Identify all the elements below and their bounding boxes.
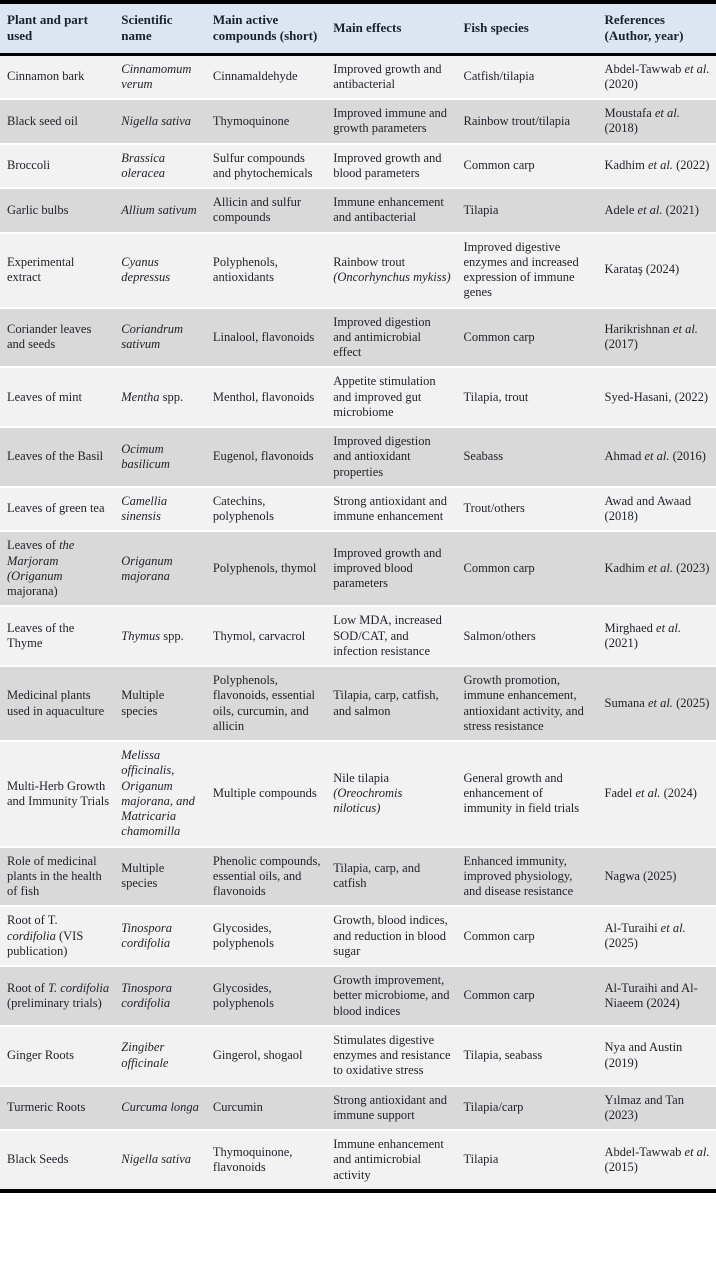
table-cell: Broccoli <box>7 158 51 173</box>
table-row <box>0 666 716 741</box>
table-cell: Yılmaz and Tan (2023) <box>604 1092 684 1122</box>
table-cell: Salmon/others <box>463 628 536 643</box>
table-cell: Catfish/tilapia <box>463 69 535 84</box>
table-cell: Leaves of mint <box>7 389 82 404</box>
table-cell: Multiple species <box>121 861 165 891</box>
table-cell: Tilapia/carp <box>463 1100 524 1115</box>
table-cell: Curcumin <box>212 1100 263 1115</box>
table-cell: Cinnamomum verum <box>121 61 192 91</box>
table-cell: General growth and enhancement of immunity in field trials <box>463 770 580 816</box>
table-cell: Common carp <box>463 988 535 1003</box>
table-cell: Phenolic compounds, essential oils, and flavonoids <box>212 853 321 898</box>
table-cell: Fadel et al. (2024) <box>604 786 697 801</box>
table-cell: Glycosides, polyphenols <box>212 980 275 1010</box>
table-cell: Common carp <box>463 561 535 576</box>
table-cell: Thymoquinone <box>212 113 290 128</box>
table-cell: Immune enhancement and antibacterial <box>333 195 444 225</box>
table-cell: Glycosides, polyphenols <box>212 920 275 951</box>
table-cell: Role of medicinal plants in the health of fish <box>7 853 102 898</box>
table-cell: Appetite stimulation and improved gut microbiome <box>333 374 436 419</box>
table-cell: Thymus spp. <box>121 628 184 643</box>
table-cell: Leaves of the Thyme <box>7 620 75 651</box>
table-cell: Abdel-Tawwab et al. (2020) <box>604 61 710 91</box>
table-cell: Improved digestion and antimicrobial effect <box>333 314 431 359</box>
table-cell: Camellia sinensis <box>121 493 168 523</box>
table-cell: Tilapia, carp, catfish, and salmon <box>333 688 439 718</box>
table-cell: Gingerol, shogaol <box>212 1048 303 1062</box>
table-cell: Common carp <box>463 329 535 344</box>
column-header: References (Author, year) <box>599 4 716 54</box>
table-cell: Origanum majorana <box>121 553 173 583</box>
table-row <box>0 99 716 144</box>
table-cell: Mentha spp. <box>121 389 184 404</box>
table-cell: Root of T. cordifolia (VIS publication) <box>7 913 84 958</box>
table-cell: Sumana et al. (2025) <box>604 695 710 710</box>
table-row <box>0 188 716 233</box>
table-cell: Nagwa (2025) <box>604 868 677 883</box>
column-header: Plant and part used <box>0 4 115 54</box>
table-cell: Improved immune and growth parameters <box>333 106 448 136</box>
table-cell: Improved digestion and antioxidant properties <box>333 434 431 479</box>
table-cell: Medicinal plants used in aquaculture <box>7 688 105 718</box>
table-row <box>0 233 716 308</box>
table-row <box>0 606 716 666</box>
table-row <box>0 144 716 189</box>
table-cell: Black seed oil <box>7 113 78 128</box>
table-cell: Common carp <box>463 928 535 943</box>
table-cell: Tilapia <box>463 1152 499 1167</box>
table-cell: Turmeric Roots <box>7 1100 86 1115</box>
table-row <box>0 1086 716 1131</box>
table-cell: Leaves of green tea <box>7 501 105 516</box>
table-cell: Leaves of the Marjoram (Origanum majorana) <box>7 538 75 598</box>
table-cell: Ahmad et al. (2016) <box>604 449 706 464</box>
table-cell: Tilapia, trout <box>463 389 529 404</box>
table-cell: Sulfur compounds and phytochemicals <box>212 150 313 180</box>
table-cell: Enhanced immunity, improved physiology, and disease resistance <box>463 853 574 898</box>
table-cell: Tinospora cordifolia <box>121 980 172 1010</box>
table-cell: Experimental extract <box>7 254 75 284</box>
table-cell: Brassica oleracea <box>121 150 166 180</box>
table-cell: Polyphenols, antioxidants <box>212 254 278 284</box>
table-cell: Al-Turaihi and Al-Niaeem (2024) <box>604 980 698 1010</box>
table-row <box>0 741 716 847</box>
table-cell: Allicin and sulfur compounds <box>212 195 302 225</box>
table-row <box>0 427 716 487</box>
table-cell: Kadhim et al. (2023) <box>604 561 710 576</box>
table-row <box>0 1026 716 1086</box>
header-row <box>0 4 716 54</box>
table-row <box>0 367 716 427</box>
table-cell: Garlic bulbs <box>7 202 69 217</box>
table-cell: Thymoquinone, flavonoids <box>212 1144 293 1174</box>
table-body <box>0 54 716 1189</box>
table-cell: Eugenol, flavonoids <box>212 449 314 464</box>
table-cell: Nya and Austin (2019) <box>604 1040 683 1070</box>
table-cell: Nigella sativa <box>121 113 192 128</box>
table-cell: Melissa officinalis, Origanum majorana, and Matricaria chamomilla <box>121 748 195 839</box>
table-cell: Tilapia, seabass <box>463 1048 543 1062</box>
table-cell: Cinnamaldehyde <box>212 69 298 84</box>
table-cell: Rainbow trout/tilapia <box>463 113 571 128</box>
table-cell: Improved growth and blood parameters <box>333 150 442 180</box>
table-cell: Polyphenols, thymol <box>212 561 317 576</box>
table-cell: Nigella sativa <box>121 1152 192 1167</box>
table-row <box>0 847 716 907</box>
table-cell: Immune enhancement and antimicrobial activity <box>333 1137 444 1182</box>
table-cell: Cinnamon bark <box>7 69 85 84</box>
table-cell: Abdel-Tawwab et al. (2015) <box>604 1144 710 1174</box>
table-cell: Polyphenols, flavonoids, essential oils, curcumin, and allicin <box>212 673 315 733</box>
table-cell: Coriandrum sativum <box>121 322 184 352</box>
table-cell: Cyanus depressus <box>121 254 171 284</box>
table-cell: Linalool, flavonoids <box>212 329 315 344</box>
table-cell: Root of T. cordifolia (preliminary trials) <box>7 980 110 1010</box>
table-cell: Improved digestive enzymes and increased expression of immune genes <box>463 239 579 300</box>
table-cell: Zingiber officinale <box>121 1040 169 1070</box>
table-cell: Low MDA, increased SOD/CAT, and infection resistance <box>333 613 442 658</box>
table-cell: Growth improvement, better microbiome, and blood indices <box>333 973 450 1018</box>
table-cell: Karataş (2024) <box>604 262 680 277</box>
table-cell: Adele et al. (2021) <box>604 202 699 217</box>
table-cell: Tinospora cordifolia <box>121 920 172 951</box>
table-header <box>0 4 716 54</box>
table-cell: Moustafa et al. (2018) <box>604 106 680 136</box>
table-cell: Multiple compounds <box>212 786 317 801</box>
table-cell: Kadhim et al. (2022) <box>604 158 710 173</box>
column-header: Scientific name <box>115 4 207 54</box>
table-cell: Leaves of the Basil <box>7 449 104 464</box>
table-cell: Catechins, polyphenols <box>212 493 275 523</box>
table-cell: Growth promotion, immune enhancement, antioxidant activity, and stress resistance <box>463 673 584 733</box>
table-cell: Black Seeds <box>7 1152 69 1167</box>
table-row <box>0 1130 716 1189</box>
column-header: Main active compounds (short) <box>207 4 327 54</box>
table-cell: Nile tilapia (Oreochromis niloticus) <box>333 770 403 816</box>
column-header: Fish species <box>457 4 598 54</box>
table-cell: Allium sativum <box>121 202 197 217</box>
table-cell: Common carp <box>463 158 535 173</box>
table-cell: Improved growth and antibacterial <box>333 61 442 91</box>
table-cell: Improved growth and improved blood parameters <box>333 545 442 591</box>
table-cell: Strong antioxidant and immune support <box>333 1092 448 1122</box>
table-row <box>0 906 716 966</box>
table-cell: Al-Turaihi et al. (2025) <box>604 920 686 951</box>
table-cell: Multi-Herb Growth and Immunity Trials <box>7 778 110 808</box>
table-cell: Trout/others <box>463 501 525 516</box>
table-cell: Curcuma longa <box>121 1100 199 1115</box>
table-row <box>0 308 716 368</box>
table-row <box>0 487 716 532</box>
table-cell: Tilapia <box>463 202 499 217</box>
table-cell: Menthol, flavonoids <box>212 389 315 404</box>
table-cell: Stimulates digestive enzymes and resistance to oxidative stress <box>333 1032 451 1078</box>
table-cell: Coriander leaves and seeds <box>7 322 92 352</box>
table-row <box>0 966 716 1026</box>
plants-aquaculture-table <box>0 4 716 1189</box>
table-cell: Syed-Hasani, (2022) <box>604 389 708 404</box>
table-cell: Strong antioxidant and immune enhancement <box>333 493 448 523</box>
table-cell: Thymol, carvacrol <box>212 628 306 643</box>
table-cell: Ginger Roots <box>7 1048 75 1062</box>
table-cell: Mirghaed et al. (2021) <box>604 620 682 651</box>
table-cell: Tilapia, carp, and catfish <box>333 861 421 891</box>
column-header: Main effects <box>327 4 457 54</box>
table-cell: Ocimum basilicum <box>121 441 170 471</box>
table-row <box>0 531 716 606</box>
table-cell: Multiple species <box>121 688 165 718</box>
table-cell: Awad and Awaad (2018) <box>604 493 692 523</box>
table-cell: Rainbow trout (Oncorhynchus mykiss) <box>333 254 451 284</box>
table-cell: Growth, blood indices, and reduction in blood sugar <box>333 913 448 958</box>
table-cell: Harikrishnan et al. (2017) <box>604 322 698 352</box>
table-cell: Seabass <box>463 449 504 464</box>
table-row <box>0 54 716 99</box>
